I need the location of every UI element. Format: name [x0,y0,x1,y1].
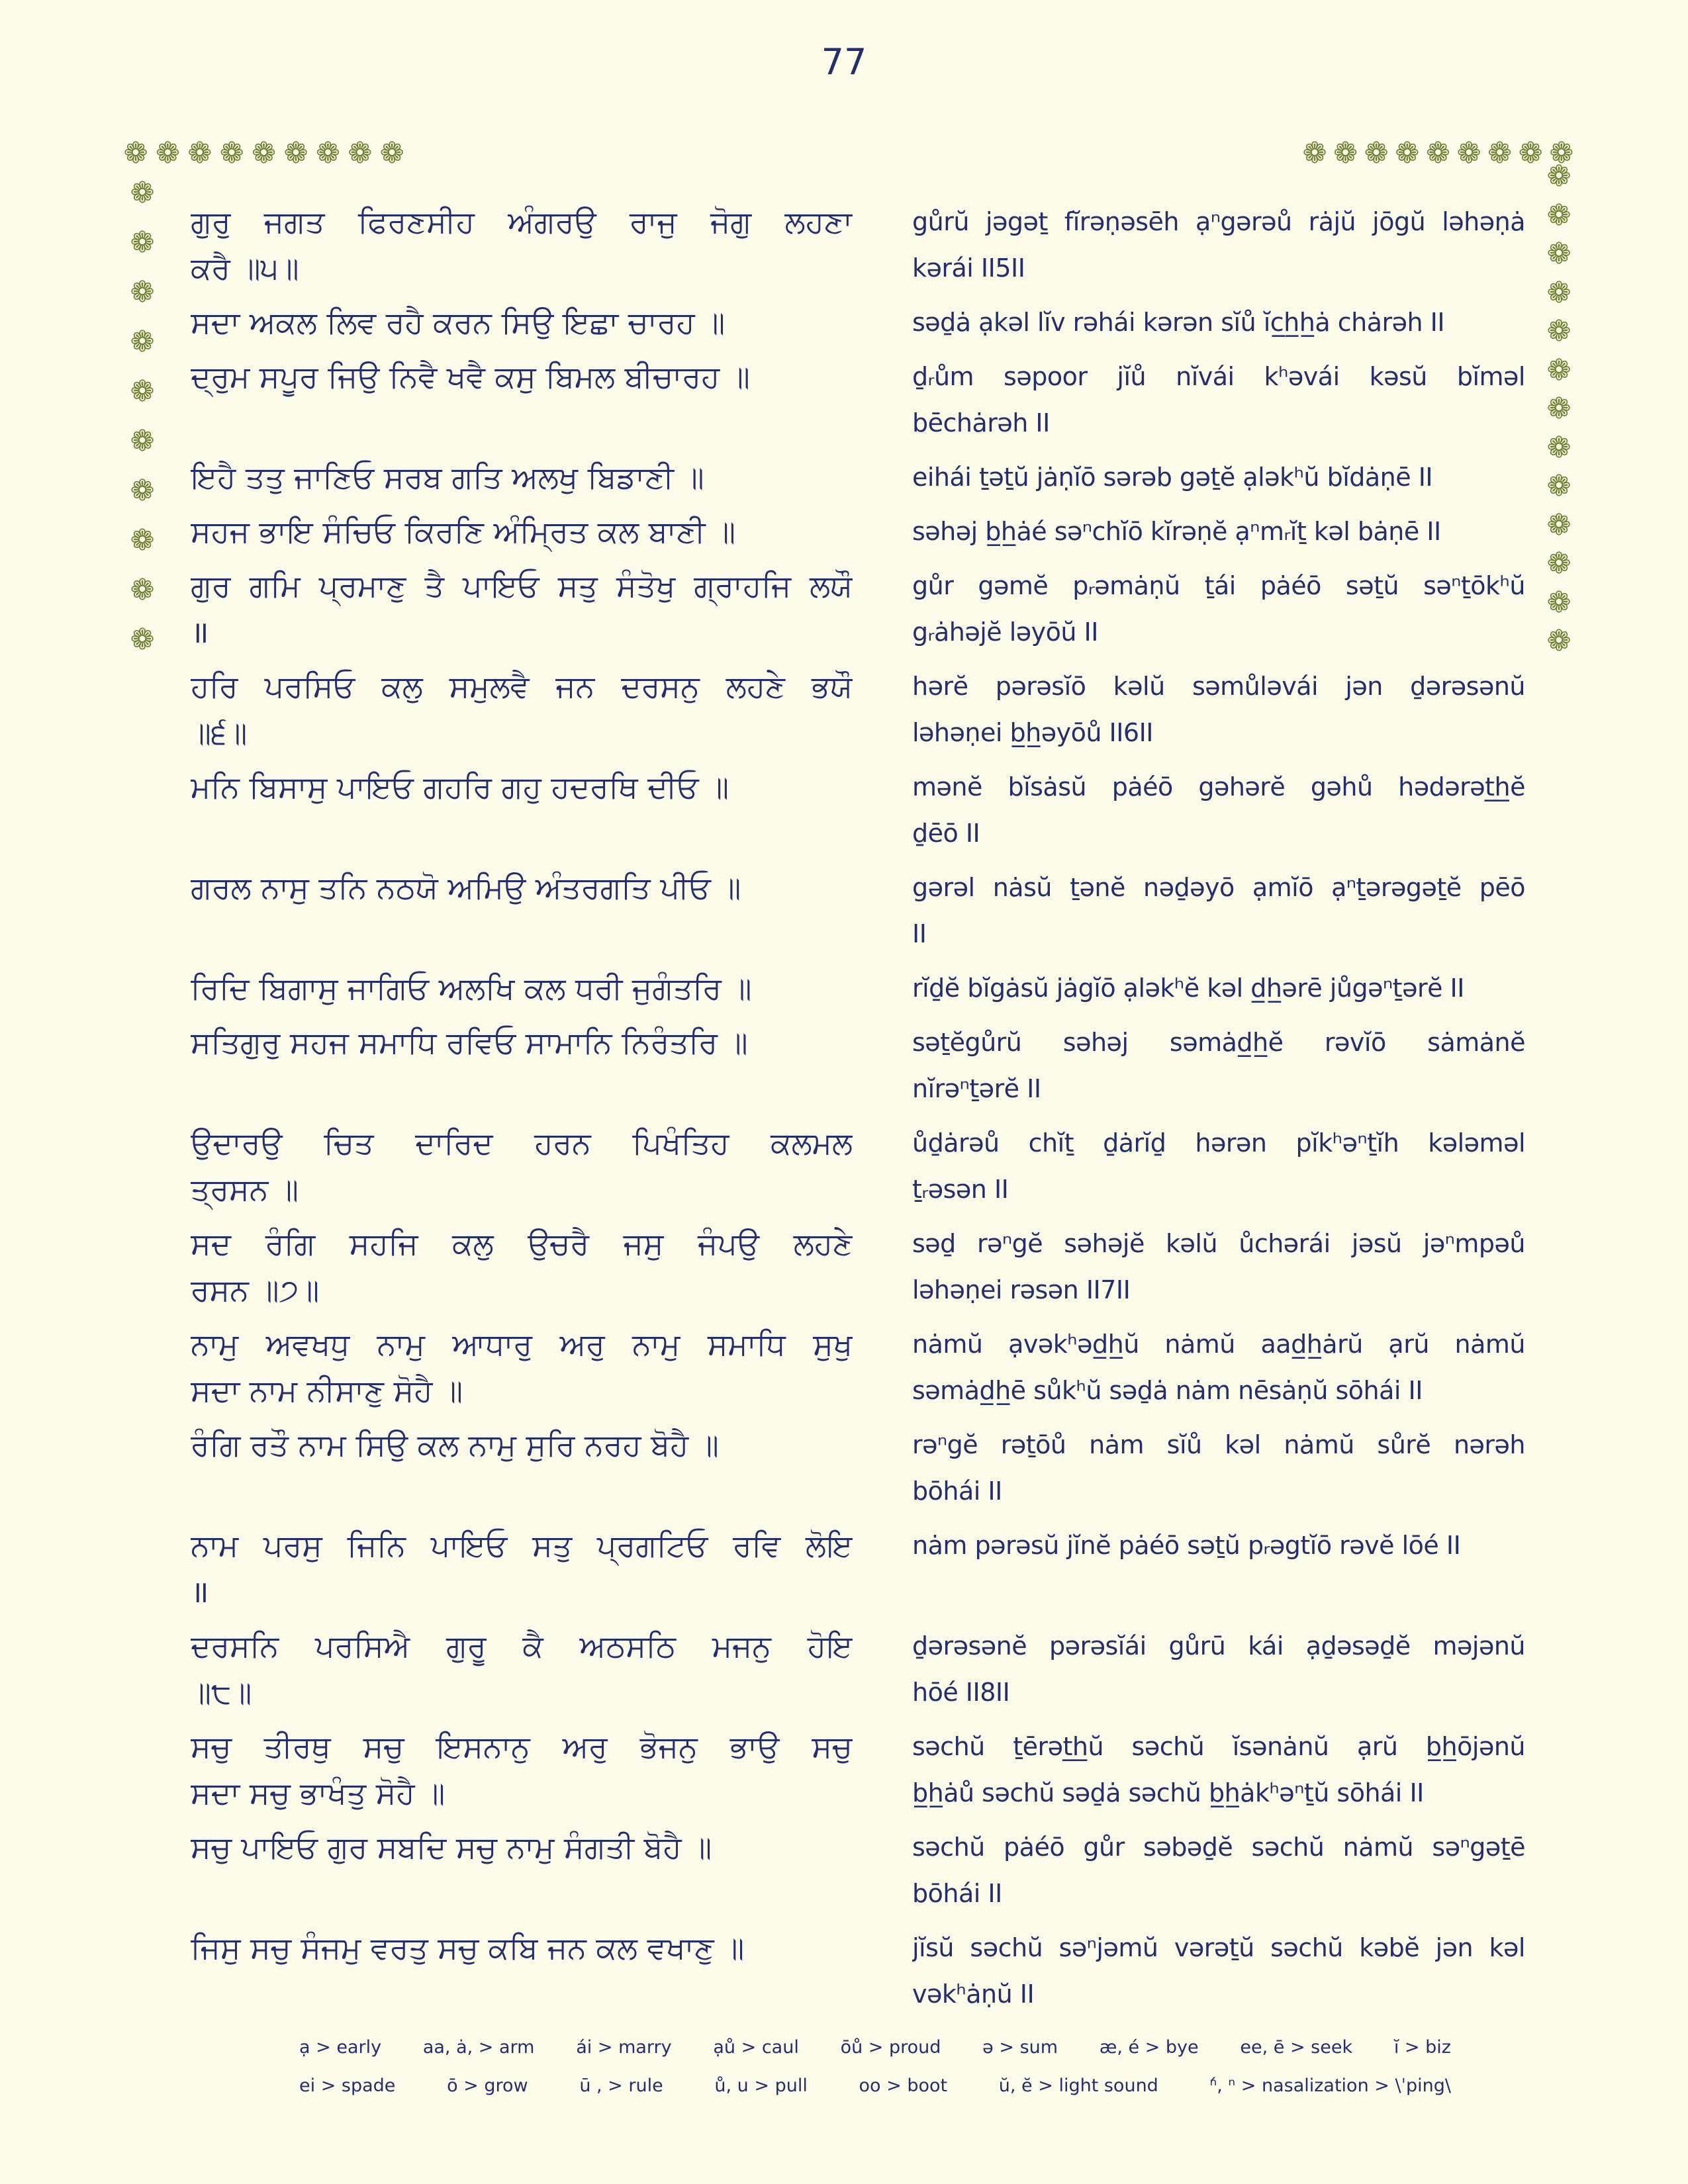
gurmukhi-line: ਸਤਿਗੁਰੁ ਸਹਜ ਸਮਾਧਿ ਰਵਿਓ ਸਾਮਾਨਿ ਨਿਰੰਤਰਿ ॥ [191,1024,748,1060]
flower-ornament-icon: ❁ [130,523,155,557]
flower-ornament-icon: ❁ [130,573,155,607]
pronunciation-key-item: ə > sum [982,2037,1058,2058]
gurmukhi-column-cell [191,1824,853,1870]
flower-ornament-icon: ❁ [1364,136,1389,170]
transliteration-column-cell [912,663,1525,756]
pronunciation-key-item: ⁿ́, ⁿ > nasalization > \ˈping\ [1209,2075,1451,2096]
flower-ornament-icon: ❁ [1456,136,1481,170]
transliteration-line: eihái ṯəṯŭ jȧṇĭō sərəb gəṯĕ ạləkʰŭ bĭdȧṇē II [912,463,1433,492]
flower-ornament-icon: ❁ [1546,430,1571,465]
transliteration-column-cell [912,563,1525,655]
transliteration-column-cell [912,1321,1525,1414]
transliteration-column-cell [912,1120,1525,1212]
flower-ornament-icon: ❁ [1546,314,1571,348]
gurmukhi-column-cell [191,864,853,911]
gurmukhi-line: ਗੁਰ ਗਮਿ ਪ੍ਰਮਾਣੁ ਤੈ ਪਾਇਓ ਸਤੁ ਸੰਤੋਖੁ ਗ੍ਰਾਹਜਿ ਲਯੌ [191,568,853,604]
pronunciation-key-item: ū , > rule [579,2075,663,2096]
transliteration-line: II [912,919,927,948]
flower-ornament-icon: ❁ [219,136,244,170]
verse-row [191,563,1525,655]
pronunciation-key-item: ei > spade [299,2075,396,2096]
flower-ornament-icon: ❁ [1546,275,1571,310]
flower-ornament-icon: ❁ [1549,136,1574,170]
gurmukhi-column-cell [191,1623,853,1715]
flower-ornament-icon: ❁ [1333,136,1358,170]
transliteration-line: gůr gəmĕ pᵣəmȧṇŭ ṯái pȧéō səṯŭ səⁿṯōkʰŭ [912,571,1525,600]
page-number: 77 [821,41,867,83]
flower-ornament-icon: ❁ [315,136,340,170]
flower-ornament-icon: ❁ [1546,624,1571,658]
flower-ornament-icon: ❁ [1518,136,1543,170]
gurmukhi-column-cell [191,563,853,655]
verse-row [191,1723,1525,1816]
pronunciation-key-item: ạů > caul [713,2037,799,2058]
gurmukhi-line: ਸਚੁ ਪਾਇਓ ਗੁਰ ਸਬਦਿ ਸਚੁ ਨਾਮੁ ਸੰਗਤੀ ਬੋਹੈ ॥ [191,1829,712,1865]
transliteration-line: hərĕ pərəsĭō kəlŭ səmůləvái jən ḏərəsənŭ [912,672,1525,701]
transliteration-line: ləhəṇei b̲h̲əyōů II6II [912,718,1153,747]
flower-ornament-icon: ❁ [1302,136,1327,170]
transliteration-column-cell [912,864,1525,957]
gurmukhi-column-cell [191,1220,853,1313]
transliteration-line: bōhái II [912,1879,1002,1908]
flower-ornament-icon: ❁ [130,424,155,458]
gurmukhi-line: ॥੬॥ [191,715,248,751]
transliteration-line: mənĕ bĭsȧsŭ pȧéō gəhərĕ gəhů hədərət̲h̲ĕ [912,772,1525,801]
flower-ornament-icon: ❁ [1546,585,1571,619]
pronunciation-key-item: aa, ȧ, > arm [422,2037,535,2058]
gurmukhi-line: ਸਦਾ ਨਾਮ ਨੀਸਾਣੁ ਸੋਹੈ ॥ [191,1373,463,1408]
transliteration-column-cell [912,965,1525,1011]
verse-row [191,864,1525,957]
gurmukhi-column-cell [191,508,853,555]
gurmukhi-line: ਮਨਿ ਬਿਸਾਸੁ ਪਾਇਓ ਗਹਰਿ ਗਹੁ ਹਦਰਥਿ ਦੀਓ ॥ [191,769,729,805]
transliteration-column-cell [912,1723,1525,1816]
transliteration-column-cell [912,764,1525,856]
verse-row [191,1925,1525,2017]
transliteration-line: səḏ rəⁿgĕ səhəjĕ kəlŭ ůchərái jəsŭ jəⁿmpəů [912,1229,1525,1258]
flower-ornament-icon: ❁ [1425,136,1450,170]
transliteration-column-cell [912,1422,1525,1514]
flower-ornament-icon: ❁ [252,136,277,170]
transliteration-line: nȧmŭ ạvəkʰəd̲h̲ŭ nȧmŭ aad̲h̲ȧrŭ ạrŭ nȧmŭ [912,1330,1525,1359]
gurmukhi-column-cell [191,1522,853,1615]
transliteration-column-cell [912,454,1525,500]
flower-ornament-icon: ❁ [130,275,155,309]
transliteration-line: nĭrəⁿṯərĕ II [912,1074,1041,1103]
content [191,199,1525,2025]
gurmukhi-line: ਗੁਰੁ ਜਗਤ ਫਿਰਣਸੀਹ ਅੰਗਰਉ ਰਾਜੁ ਜੋਗੁ ਲਹਣਾ [191,204,853,240]
flower-ornament-icon: ❁ [187,136,212,170]
gurmukhi-line: ਗਰਲ ਨਾਸੁ ਤਨਿ ਨਠਯੋ ਅਮਿਉ ਅੰਤਰਗਤਿ ਪੀਓ ॥ [191,870,741,905]
transliteration-line: gůrŭ jəgəṯ fĭrəṇəsēh ạⁿgərəů rȧjŭ jōgŭ ləhəṇȧ [912,207,1525,236]
gurmukhi-line: ਸਦਾ ਅਕਲ ਲਿਵ ਰਹੈ ਕਰਨ ਸਿਉ ਇਛਾ ਚਾਰਹ ॥ [191,304,726,340]
verse-row [191,1220,1525,1313]
flower-ornament-icon: ❁ [1395,136,1420,170]
gurmukhi-line: ਸਚੁ ਤੀਰਥੁ ਸਚੁ ਇਸਨਾਨੁ ਅਰੁ ਭੋਜਨੁ ਭਾਉ ਸਚੁ [191,1729,853,1764]
flower-ornament-icon: ❁ [348,136,373,170]
pronunciation-key-item: oo > boot [859,2075,948,2096]
transliteration-column-cell [912,1522,1525,1569]
gurmukhi-column-cell [191,1925,853,1971]
flower-ornament-icon: ❁ [1546,508,1571,542]
gurmukhi-column-cell [191,965,853,1011]
gurmukhi-line: ॥੮॥ [191,1674,252,1710]
transliteration-line: hōé II8II [912,1678,1010,1707]
verse-row [191,1824,1525,1917]
flower-ornament-icon: ❁ [1546,469,1571,503]
transliteration-line: gᵣȧhəjĕ ləyōŭ II [912,617,1098,647]
flower-ornament-icon: ❁ [379,136,404,170]
transliteration-line: ləhəṇei rəsən II7II [912,1275,1131,1304]
verse-row [191,1321,1525,1414]
flower-ornament-icon: ❁ [1546,392,1571,426]
gurmukhi-line: ਤ੍ਰਸਨ ॥ [191,1171,299,1207]
transliteration-column-cell [912,1925,1525,2017]
pronunciation-key-item: ōů > proud [840,2037,941,2058]
pronunciation-key-item: ō > grow [447,2075,528,2096]
transliteration-line: səhəj b̲h̲ȧé səⁿchĭō kĭrəṇĕ ạⁿmᵣĭṯ kəl bȧṇē II [912,517,1441,546]
pronunciation-key-item: ái > marry [576,2037,672,2058]
flower-ornament-icon: ❁ [130,474,155,508]
transliteration-line: bēchȧrəh II [912,408,1050,437]
gurmukhi-column-cell [191,764,853,810]
gurmukhi-line: ਦਰਸਨਿ ਪਰਸਿਐ ਗੁਰੂ ਕੈ ਅਠਸਠਿ ਮਜਨੁ ਹੋਇ [191,1628,853,1664]
transliteration-line: səchŭ pȧéō gůr səbəḏĕ səchŭ nȧmŭ səⁿgəṯē [912,1833,1525,1862]
verse-row [191,965,1525,1011]
verse-row [191,199,1525,291]
transliteration-line: rĭḏĕ bĭgȧsŭ jȧgĭō ạləkʰĕ kəl d̲h̲ərē jůgəⁿṯərĕ II [912,974,1464,1003]
pronunciation-key-item: ạ > early [299,2037,382,2058]
transliteration-line: b̲h̲ȧů səchŭ səḏȧ səchŭ b̲h̲ȧkʰəⁿṯŭ sōhái II [912,1778,1424,1807]
gurmukhi-line: ਉਦਾਰਉ ਚਿਤ ਦਾਰਿਦ ਹਰਨ ਪਿਖੰਤਿਹ ਕਲਮਲ [191,1125,853,1161]
pronunciation-key-row2 [299,2075,1451,2096]
transliteration-column-cell [912,1623,1525,1715]
gurmukhi-line: ਇਹੈ ਤਤੁ ਜਾਣਿਓ ਸਰਬ ਗਤਿ ਅਲਖੁ ਬਿਡਾਣੀ ॥ [191,459,704,495]
transliteration-line: ṯᵣəsən II [912,1175,1009,1204]
transliteration-line: ůḏȧrəů chĭṯ ḏȧrĭḏ hərən pĭkʰəⁿṯĭh kələməl [912,1128,1525,1158]
gurmukhi-line: ਕਰੈ ॥੫॥ [191,250,299,286]
gurmukhi-line: ਹਰਿ ਪਰਸਿਓ ਕਲੁ ਸਮੁਲਵੈ ਜਨ ਦਰਸਨੁ ਲਹਣੇ ਭਯੌ [191,668,853,704]
transliteration-line: gərəl nȧsŭ ṯənĕ nəḏəyō ạmĭō ạⁿṯərəgəṯĕ pēō [912,873,1525,902]
transliteration-line: ḏēō II [912,819,980,848]
gurmukhi-column-cell [191,1422,853,1468]
pronunciation-key-item: ee, ē > seek [1240,2037,1353,2058]
gurmukhi-column-cell [191,1019,853,1066]
gurmukhi-line: ਰੰਗਿ ਰਤੌ ਨਾਮ ਸਿਉ ਕਲ ਨਾਮੁ ਸੁਰਿ ਨਰਹ ਬੋਹੈ ॥ [191,1427,719,1463]
transliteration-column-cell [912,353,1525,446]
verse-row [191,1019,1525,1112]
verse-row [191,508,1525,555]
flower-ornament-icon: ❁ [130,375,155,408]
flower-ornament-icon: ❁ [155,136,180,170]
transliteration-line: ḏərəsənĕ pərəsĭái gůrū kái ạḏəsəḏĕ məjənŭ [912,1631,1525,1661]
verse-row [191,353,1525,446]
flower-ornament-icon: ❁ [130,176,155,210]
transliteration-line: kərái II5II [912,253,1025,283]
transliteration-column-cell [912,299,1525,345]
flower-ornament-icon: ❁ [130,325,155,359]
transliteration-column-cell [912,508,1525,555]
transliteration-line: jĭsŭ səchŭ səⁿjəmŭ vərəṯŭ səchŭ kəbĕ jən kəl [912,1933,1525,1962]
gurmukhi-line: ॥ [191,1574,209,1610]
verse-row [191,663,1525,756]
transliteration-line: səmȧd̲h̲ē sůkʰŭ səḏȧ nȧm nēsȧṇŭ sōhái II [912,1376,1423,1405]
pronunciation-key-item: ŭ, ĕ > light sound [998,2075,1158,2096]
gurmukhi-line: ਸਦਾ ਸਚੁ ਭਾਖੰਤੁ ਸੋਹੈ ॥ [191,1775,445,1811]
gurmukhi-column-cell [191,1321,853,1414]
gurmukhi-column-cell [191,663,853,756]
transliteration-line: vəkʰȧṇŭ II [912,1979,1035,2009]
flower-ornament-icon: ❁ [130,226,155,259]
gurmukhi-column-cell [191,199,853,291]
gurmukhi-line: ਦ੍ਰੁਮ ਸਪੂਰ ਜਿਉ ਨਿਵੈ ਖਵੈ ਕਸੁ ਬਿਮਲ ਬੀਚਾਰਹ ॥ [191,359,750,394]
gurmukhi-line: ਨਾਮ ਪਰਸੁ ਜਿਨਿ ਪਾਇਓ ਸਤੁ ਪ੍ਰਗਟਿਓ ਰਵਿ ਲੋਇ [191,1527,853,1563]
transliteration-line: bōhái II [912,1477,1002,1506]
gurmukhi-line: ॥ [191,614,209,650]
gurmukhi-column-cell [191,1723,853,1816]
verse-row [191,1422,1525,1514]
verse-row [191,764,1525,856]
pronunciation-key-item: ĭ > biz [1393,2037,1451,2058]
transliteration-column-cell [912,1824,1525,1917]
transliteration-line: nȧm pərəsŭ jĭnĕ pȧéō səṯŭ pᵣəgtĭō rəvĕ lōé II [912,1531,1461,1560]
gurmukhi-column-cell [191,353,853,400]
verse-row [191,1623,1525,1715]
flower-ornament-icon: ❁ [283,136,308,170]
pronunciation-key-item: ů, u > pull [714,2075,808,2096]
gurmukhi-line: ਸਹਜ ਭਾਇ ਸੰਚਿਓ ਕਿਰਣਿ ਅੰਮ੍ਰਿਤ ਕਲ ਬਾਣੀ ॥ [191,514,736,549]
flower-ornament-icon: ❁ [1546,547,1571,580]
gurmukhi-line: ਰਸਨ ॥੭॥ [191,1272,320,1308]
pronunciation-key-item: æ, é > bye [1099,2037,1199,2058]
verse-row [191,454,1525,500]
gurmukhi-line: ਜਿਸੁ ਸਚੁ ਸੰਜਮੁ ਵਰਤੁ ਸਚੁ ਕਬਿ ਜਨ ਕਲ ਵਖਾਣੁ ॥ [191,1930,745,1966]
transliteration-column-cell [912,1220,1525,1313]
gurmukhi-line: ਰਿਦਿ ਬਿਗਾਸੁ ਜਾਗਿਓ ਅਲਖਿ ਕਲ ਧਰੀ ਜੁਗੰਤਰਿ ॥ [191,970,752,1006]
gurmukhi-line: ਨਾਮੁ ਅਵਖਧੁ ਨਾਮੁ ਆਧਾਰੁ ਅਰੁ ਨਾਮੁ ਸਮਾਧਿ ਸੁਖੁ [191,1326,853,1362]
transliteration-column-cell [912,1019,1525,1112]
transliteration-line: rəⁿgĕ rəṯōů nȧm sĭů kəl nȧmŭ sůrĕ nərəh [912,1430,1525,1459]
flower-ornament-icon: ❁ [123,136,148,170]
transliteration-line: səḏȧ ạkəl lĭv rəhái kərən sĭů ĭc̲h̲h̲ȧ chȧrəh II [912,308,1445,337]
flower-ornament-icon: ❁ [1546,198,1571,232]
gurmukhi-column-cell [191,1120,853,1212]
verse-row [191,1120,1525,1212]
gurmukhi-column-cell [191,299,853,345]
flower-ornament-icon: ❁ [1546,159,1571,193]
transliteration-line: ḏᵣům səpoor jĭů nĭvái kʰəvái kəsŭ bĭməl [912,362,1525,391]
flower-ornament-icon: ❁ [1546,353,1571,387]
pronunciation-key [299,2037,1451,2114]
transliteration-line: səchŭ ṯērət̲h̲ŭ səchŭ ĭsənȧnŭ ạrŭ b̲h̲ōjənŭ [912,1732,1525,1761]
flower-ornament-icon: ❁ [1546,237,1571,271]
flower-ornament-icon: ❁ [130,623,155,657]
verse-row [191,1522,1525,1615]
gurmukhi-column-cell [191,454,853,500]
gurmukhi-line: ਸਦ ਰੰਗਿ ਸਹਜਿ ਕਲੁ ਉਚਰੈ ਜਸੁ ਜੰਪਉ ਲਹਣੇ [191,1226,853,1261]
pronunciation-key-row1 [299,2037,1451,2058]
transliteration-line: səṯĕgůrŭ səhəj səmȧd̲h̲ĕ rəvĭō sȧmȧnĕ [912,1028,1525,1057]
transliteration-column-cell [912,199,1525,291]
flower-ornament-icon: ❁ [1487,136,1513,170]
verse-row [191,299,1525,345]
